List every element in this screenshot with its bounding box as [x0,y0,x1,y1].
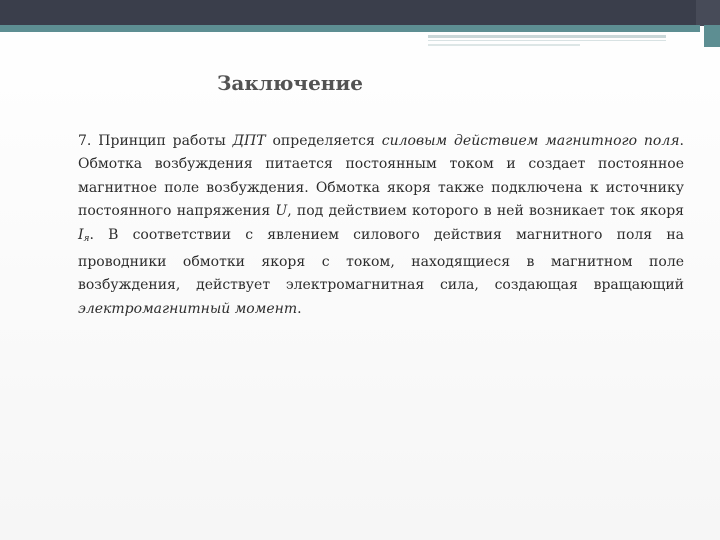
text-run: . Обмотка возбуждения питается постоянным током и создает постоянное магнитное поле возбуждения. Обмотка якоря также подключена к источнику постоянного напряжения [78,133,684,220]
header-bar-corner [696,0,720,26]
decorative-rule [428,44,580,46]
accent-band-corner [704,25,720,47]
text-run: . [297,300,302,317]
text-run-italic: электромагнитный момент [78,300,298,317]
voltage-symbol: U [275,203,288,220]
text-run: определяется [265,133,382,149]
header-bar [0,0,720,26]
current-symbol: I [78,226,84,243]
decorative-rule [428,40,666,41]
text-run: . В соответствии с явлением силового действия магнитного поля на проводники обмотки якоря с током, находящиеся в магнитном поле возбуждения, действует электромагнитная сила, создающая вращающий [78,226,684,294]
text-run: 7. Принцип работы [78,133,233,149]
text-run-italic: силовым действием магнитного поля [381,133,680,149]
slide-title: Заключение [217,71,363,95]
text-run: , под действием которого в ней возникает ток якоря [287,203,684,220]
text-run-italic: ДПТ [232,133,266,149]
decorative-rule [428,35,666,38]
current-subscript: я [83,233,90,244]
body-paragraph [78,130,684,321]
accent-band [0,25,700,32]
